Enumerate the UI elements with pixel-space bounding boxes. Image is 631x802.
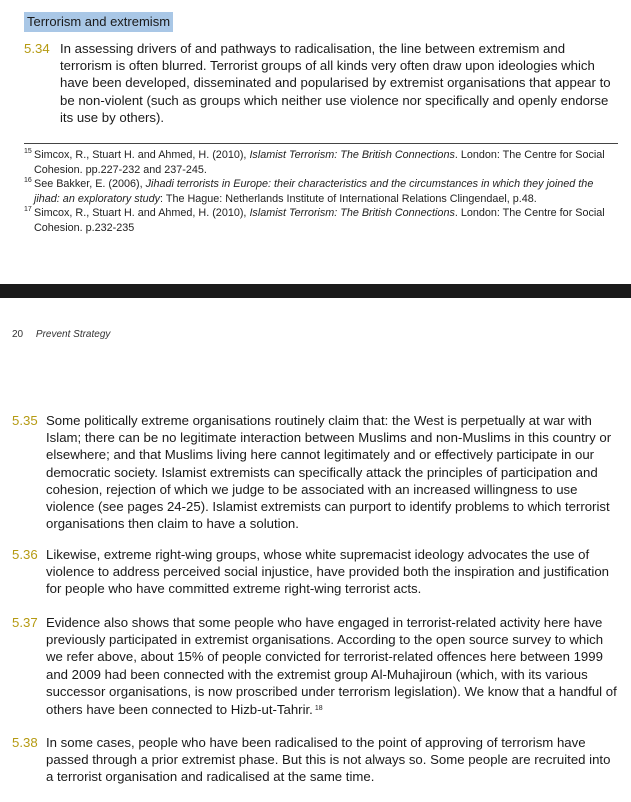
footnote-16 — [24, 177, 611, 206]
footnote-title: Jihadi terrorists in Europe: their characteristics and the circumstances in which they joined the jihad: an exploratory study — [34, 178, 594, 205]
footnote-text: Simcox, R., Stuart H. and Ahmed, H. (2010), — [34, 149, 250, 161]
paragraph-number: 5.35 — [12, 413, 38, 428]
paragraph-number: 5.38 — [12, 735, 38, 750]
paragraph-text — [46, 614, 617, 718]
page-number: 20 — [12, 329, 24, 340]
paragraph-5-37 — [12, 614, 617, 718]
paragraph-5-34 — [24, 40, 615, 126]
paragraph-5-38 — [12, 734, 617, 786]
document-page-top — [0, 0, 631, 284]
paragraph-text: In assessing drivers of and pathways to radicalisation, the line between extremism and terrorism is often blurred. Terrorist groups of all kinds very often draw upon ideologies which have been developed, disseminated and popularised by extremist organisations that appear to be non-violent (such as groups which neither use violence nor specifically and openly endorse its use by others). — [60, 41, 611, 125]
footnote-text: Simcox, R., Stuart H. and Ahmed, H. (2010), — [34, 207, 250, 219]
paragraph-5-35 — [12, 412, 617, 532]
paragraph-text: Some politically extreme organisations routinely claim that: the West is perpetually at war with Islam; there can be no legitimate interaction between Muslims and non-Muslims in this country or elsewhere; and that Muslims living here cannot legitimately and or effectively participate in our democratic society. Islamist extremists can specifically attack the principles of participation and cohesion, rejection of which we judge to be associated with an increased willingness to use violence (see pages 24-25). Islamist extremists can purport to identify problems to which terrorist organisations then claim to have a solution. — [46, 413, 612, 532]
paragraph-body: Evidence also shows that some people who have engaged in terrorist-related activity here have previously participated in extremist organisations. According to the open source survey to which we refer above, about 15% of people convicted for terrorist-related offences here between 1999 and 2009 had been connected with the extremist group Al-Muhajiroun (which, with its various successor organisations, is now proscribed under terrorism legislation). We know that a handful of others have been connected to Hizb-ut-Tahrir. — [46, 615, 617, 718]
paragraph-number: 5.36 — [12, 547, 38, 562]
running-header — [12, 329, 110, 340]
footnote-17 — [24, 206, 611, 235]
page-separator — [0, 284, 631, 298]
paragraph-text: Likewise, extreme right-wing groups, whose white supremacist ideology advocates the use of violence to address perceived social injustice, have provided both the inspiration and justification for people who have committed extreme right-wing terrorist acts. — [46, 547, 609, 597]
paragraph-5-36 — [12, 546, 617, 598]
footnote-text: See Bakker, E. (2006), — [34, 178, 146, 190]
paragraph-number: 5.34 — [24, 41, 50, 56]
footnote-marker: 17 — [24, 206, 32, 213]
footnote-title: Islamist Terrorism: The British Connections — [249, 149, 455, 161]
footnote-text: . London: The Centre for Social Cohesion. p.232-235 — [34, 207, 605, 234]
footnote-text: : The Hague: Netherlands Institute of International Relations Clingendael, p.48. — [160, 192, 537, 205]
footnotes — [24, 148, 611, 235]
document-page-bottom — [0, 298, 631, 802]
footnote-marker: 16 — [24, 177, 32, 184]
footnote-title: Islamist Terrorism: The British Connections — [249, 207, 455, 219]
footnote-marker: 15 — [24, 148, 32, 155]
footnote-divider — [24, 143, 618, 144]
running-title: Prevent Strategy — [35, 329, 111, 340]
footnote-reference[interactable]: 18 — [314, 705, 323, 713]
paragraph-number: 5.37 — [12, 615, 38, 630]
section-heading[interactable]: Terrorism and extremism — [24, 12, 173, 32]
footnote-text: . London: The Centre for Social Cohesion. pp.227-232 and 237-245. — [34, 149, 605, 176]
paragraph-text: In some cases, people who have been radicalised to the point of approving of terrorism have passed through a prior extremist phase. But this is not always so. Some people are recruited into a terrorist organisation and radicalised at the same time. — [46, 735, 611, 785]
footnote-15 — [24, 148, 611, 177]
